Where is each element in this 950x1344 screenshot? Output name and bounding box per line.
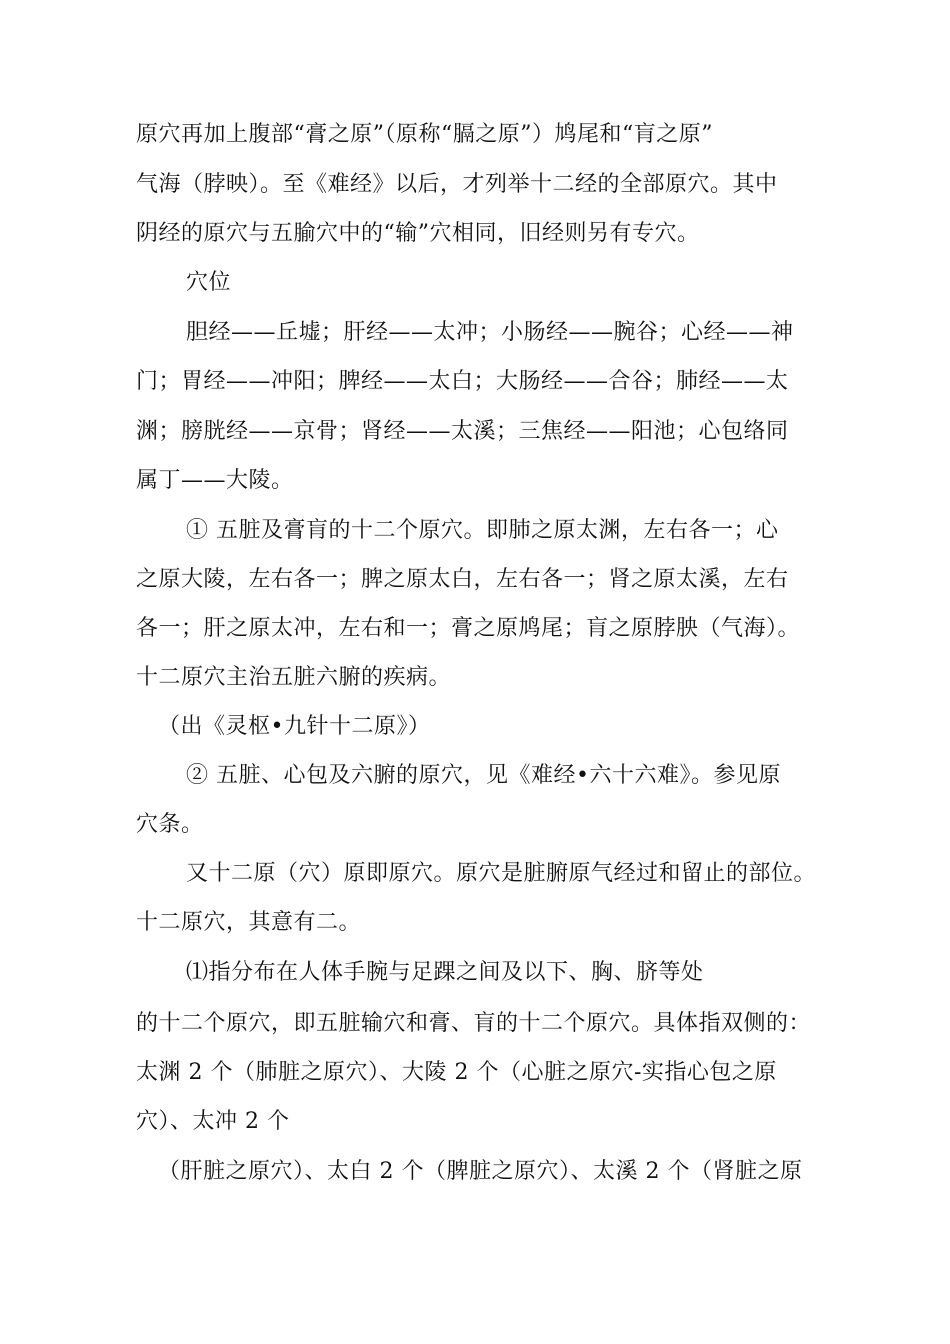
text-line: 阴经的原穴与五腧穴中的“输”穴相同，旧经则另有专穴。 bbox=[136, 221, 700, 246]
text-line: 渊；膀胱经——京骨；肾经——太溪；三焦经——阳池；心包络同 bbox=[136, 419, 789, 444]
text-line: 门；胃经——冲阳；脾经——太白；大肠经——合谷；肺经——太 bbox=[136, 369, 789, 394]
text-line: 原穴再加上腹部“膏之原”（原称“膈之原”）鸠尾和“肓之原” bbox=[136, 122, 713, 147]
text-line: 穴）、太冲 2 个 bbox=[136, 1109, 290, 1134]
section-heading: 穴位 bbox=[186, 270, 232, 295]
citation-line: （出《灵枢•九针十二原》） bbox=[158, 714, 431, 739]
text-line: 又十二原（穴）原即原穴。原穴是脏腑原气经过和留止的部位。 bbox=[186, 861, 817, 886]
text-line: 各一；肝之原太冲，左右和一；膏之原鸠尾；肓之原脖胦（气海）。 bbox=[136, 616, 801, 641]
text-line: 太渊 2 个（肺脏之原穴）、大陵 2 个（心脏之原穴-实指心包之原 bbox=[136, 1060, 777, 1085]
text-line: 穴条。 bbox=[136, 812, 204, 837]
text-line: （肝脏之原穴）、太白 2 个（脾脏之原穴）、太溪 2 个（肾脏之原 bbox=[158, 1159, 803, 1184]
text-line: ② 五脏、心包及六腑的原穴，见《难经•六十六难》。参见原 bbox=[186, 763, 781, 788]
text-line: 的十二个原穴，即五脏输穴和膏、肓的十二个原穴。具体指双侧的： bbox=[136, 1011, 812, 1036]
text-line: 气海（脖映）。至《难经》以后，才列举十二经的全部原穴。其中 bbox=[136, 172, 778, 197]
text-line: 之原大陵，左右各一；脾之原太白，左右各一；肾之原太溪，左右 bbox=[136, 567, 789, 592]
text-line: 十二原穴主治五脏六腑的疾病。 bbox=[136, 665, 452, 690]
text-line: 十二原穴，其意有二。 bbox=[136, 910, 362, 935]
text-line: 属丁——大陵。 bbox=[136, 468, 294, 493]
text-line: ⑴指分布在人体手腕与足踝之间及以下、胸、脐等处 bbox=[186, 960, 704, 985]
text-line: 胆经——丘墟；肝经——太冲；小肠经——腕谷；心经——神 bbox=[186, 320, 794, 345]
text-line: ① 五脏及膏肓的十二个原穴。即肺之原太渊，左右各一；心 bbox=[186, 518, 779, 543]
